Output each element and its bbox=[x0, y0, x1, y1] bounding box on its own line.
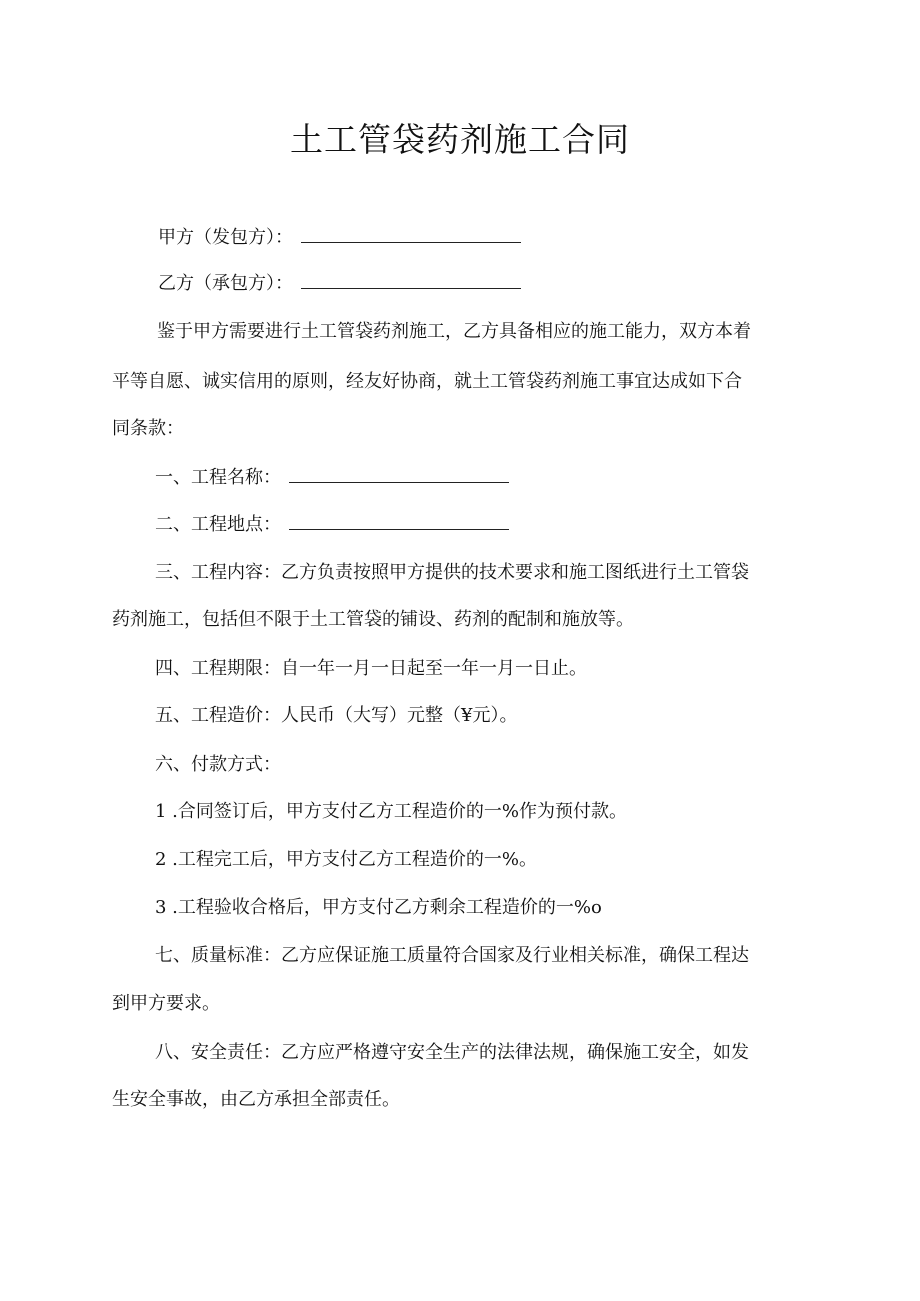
party-a-label: 甲方（发包方）： bbox=[158, 227, 293, 248]
item8-line-1: 八、安全责任：乙方应严格遵守安全生产的法律法规，确保施工安全，如发 bbox=[155, 1042, 749, 1063]
item7-line-1: 七、质量标准：乙方应保证施工质量符合国家及行业相关标准，确保工程达 bbox=[155, 945, 749, 966]
item3-line-1: 三、工程内容：乙方负责按照甲方提供的技术要求和施工图纸进行土工管袋 bbox=[155, 562, 749, 583]
item1-line bbox=[155, 463, 509, 493]
item6-line: 六、付款方式： bbox=[155, 754, 281, 775]
intro-line-3: 同条款： bbox=[112, 418, 184, 439]
payment-item-3: 3 .工程验收合格后，甲方支付乙方剩余工程造价的一%o bbox=[155, 897, 602, 918]
item3-line-2: 药剂施工，包括但不限于土工管袋的铺设、药剂的配制和施放等。 bbox=[112, 609, 634, 630]
item8-line-2: 生安全事故，由乙方承担全部责任。 bbox=[112, 1089, 400, 1110]
intro-line-2: 平等自愿、诚实信用的原则，经友好协商，就土工管袋药剂施工事宜达成如下合 bbox=[112, 371, 742, 392]
party-b-blank bbox=[301, 274, 521, 289]
party-a-blank bbox=[301, 228, 521, 243]
item2-line bbox=[155, 510, 509, 540]
payment-item-2: 2 .工程完工后，甲方支付乙方工程造价的一%。 bbox=[155, 849, 537, 870]
item4-line: 四、工程期限：自一年一月一日起至一年一月一日止。 bbox=[155, 658, 587, 679]
payment-item-1: 1 .合同签订后，甲方支付乙方工程造价的一%作为预付款。 bbox=[155, 801, 627, 822]
intro-line-1: 鉴于甲方需要进行土工管袋药剂施工，乙方具备相应的施工能力，双方本着 bbox=[157, 321, 751, 342]
item1-blank bbox=[289, 468, 509, 483]
party-b-line bbox=[158, 269, 521, 299]
item2-blank bbox=[289, 515, 509, 530]
item1-label: 一、工程名称： bbox=[155, 467, 281, 488]
party-a-line bbox=[158, 223, 521, 253]
party-b-label: 乙方（承包方）： bbox=[158, 273, 293, 294]
item7-line-2: 到甲方要求。 bbox=[112, 993, 220, 1014]
item2-label: 二、工程地点： bbox=[155, 514, 281, 535]
contract-title: 土工管袋药剂施工合同 bbox=[290, 120, 630, 159]
item5-line: 五、工程造价：人民币（大写）元整（¥元）。 bbox=[155, 705, 518, 726]
